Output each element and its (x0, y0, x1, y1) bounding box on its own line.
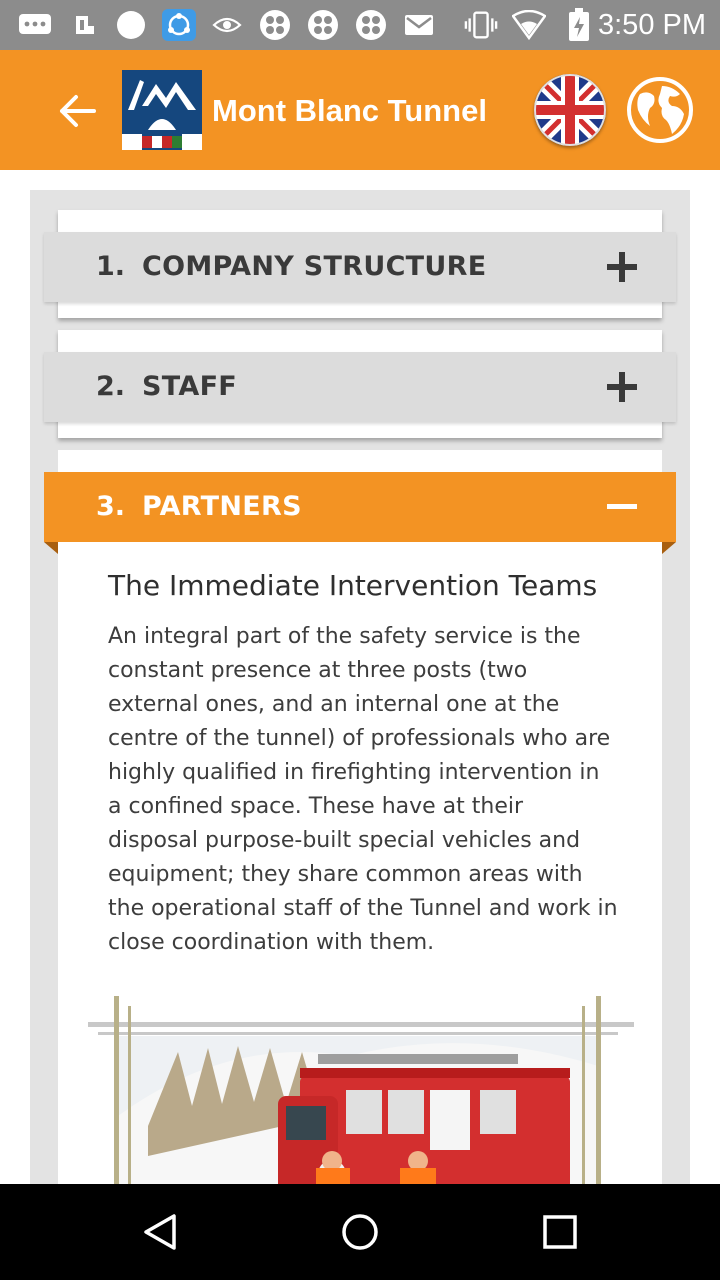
fold-right (662, 542, 676, 554)
app-icon (306, 9, 340, 41)
navigation-bar (0, 1184, 720, 1280)
status-time: 3:50 PM (598, 9, 706, 41)
recents-square-icon[interactable] (538, 1210, 582, 1254)
chat-bubble-icon (18, 9, 52, 41)
fold-left (44, 542, 58, 554)
back-button[interactable] (56, 90, 100, 132)
uk-flag-icon (534, 74, 606, 146)
globe-icon (626, 76, 694, 144)
accordion-label: STAFF (142, 371, 238, 402)
sim-icon (68, 9, 102, 41)
circle-icon (114, 9, 148, 41)
arrow-left-icon (56, 90, 100, 132)
plus-icon[interactable] (606, 251, 638, 283)
fire-truck-photo (88, 996, 634, 1190)
language-button[interactable] (534, 74, 606, 146)
content-panel (30, 190, 690, 1190)
accordion-label: COMPANY STRUCTURE (142, 251, 487, 282)
app-bar (0, 50, 720, 170)
app-title: Mont Blanc Tunnel (212, 93, 487, 128)
eye-icon (210, 9, 244, 41)
back-triangle-icon[interactable] (138, 1210, 182, 1254)
vibrate-icon (464, 9, 498, 41)
home-circle-icon[interactable] (338, 1210, 382, 1254)
status-bar (0, 0, 720, 50)
section-title: The Immediate Intervention Teams (108, 569, 598, 602)
accordion-label: PARTNERS (142, 491, 302, 522)
globe-button[interactable] (626, 76, 694, 144)
mont-blanc-tunnel-logo (122, 70, 202, 150)
app-icon (258, 9, 292, 41)
sync-icon (162, 9, 196, 41)
accordion-header-staff[interactable] (44, 352, 676, 422)
accordion-number: 2. (96, 371, 126, 402)
accordion-header-partners[interactable] (44, 472, 676, 542)
plus-icon[interactable] (606, 371, 638, 403)
mail-icon (402, 9, 436, 41)
minus-icon[interactable] (606, 491, 638, 523)
app-icon (354, 9, 388, 41)
accordion-number: 1. (96, 251, 126, 282)
accordion-number: 3. (96, 491, 126, 522)
accordion-header-company-structure[interactable] (44, 232, 676, 302)
section-body: An integral part of the safety service is the constant presence at three posts (two external ones, and an internal one at the centre of the tunnel) of professionals who are highly qualified in firefighting intervention in a confined space. These have at their disposal purpose-built special vehicles and equipment; they share common areas with the operational staff of the Tunnel and work in close coordination with them. (108, 624, 618, 955)
battery-charging-icon (562, 9, 596, 41)
wifi-icon (512, 9, 546, 41)
